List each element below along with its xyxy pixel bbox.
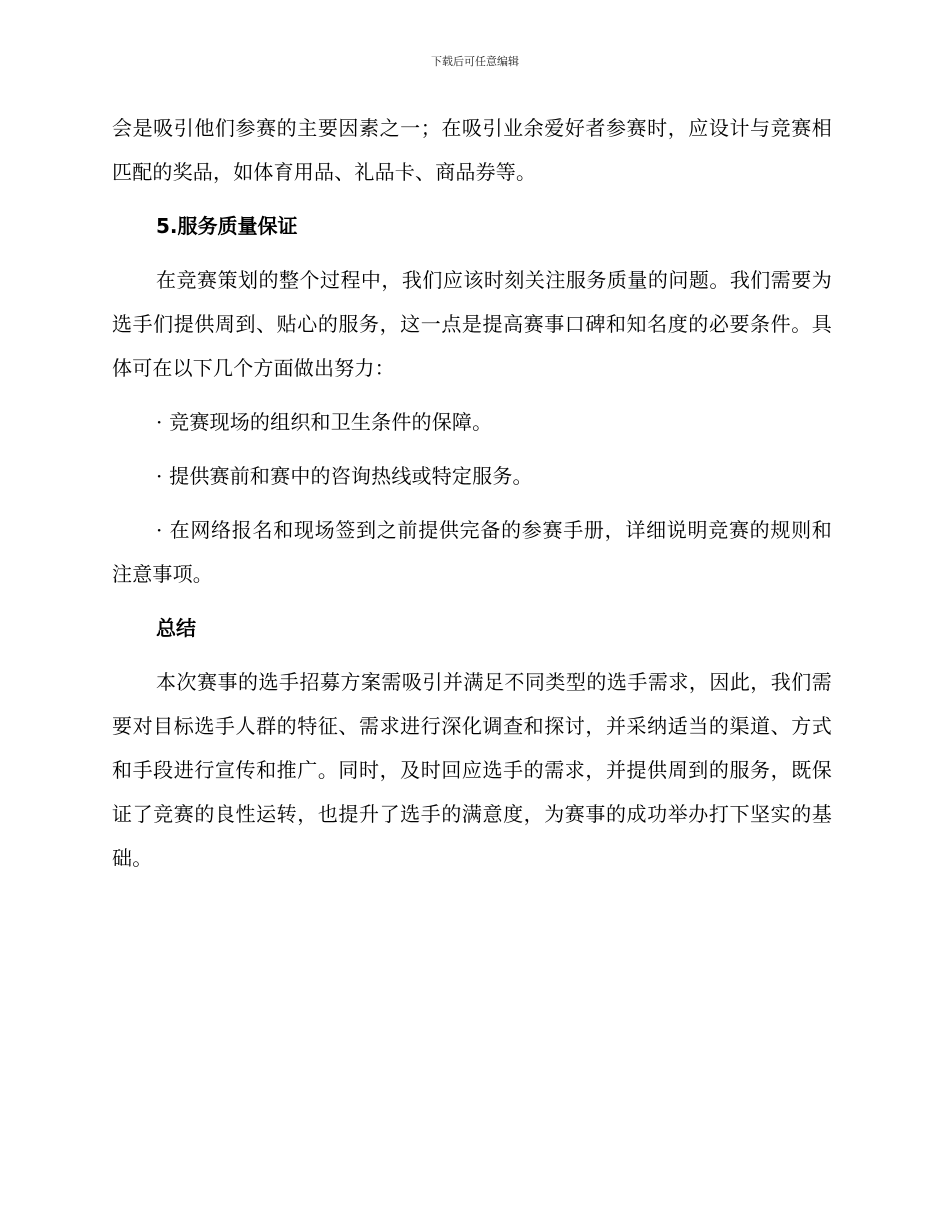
bullet-item: · 在网络报名和现场签到之前提供完备的参赛手册，详细说明竞赛的规则和注意事项。: [112, 518, 832, 586]
section-heading-summary: 总结: [156, 616, 196, 640]
bullet-item: · 提供赛前和赛中的咨询热线或特定服务。: [156, 464, 533, 488]
service-quality-paragraph: 在竞赛策划的整个过程中，我们应该时刻关注服务质量的问题。我们需要为选手们提供周到、贴心的服务，这一点是提高赛事口碑和知名度的必要条件。具体可在以下几个方面做出努力：: [112, 268, 832, 380]
bullet-item: · 竞赛现场的组织和卫生条件的保障。: [156, 410, 493, 434]
intro-paragraph: 会是吸引他们参赛的主要因素之一；在吸引业余爱好者参赛时，应设计与竞赛相匹配的奖品，如体育用品、礼品卡、商品券等。: [112, 116, 832, 184]
document-body: [112, 106, 832, 880]
summary-paragraph: 本次赛事的选手招募方案需吸引并满足不同类型的选手需求，因此，我们需要对目标选手人群的特征、需求进行深化调查和探讨，并采纳适当的渠道、方式和手段进行宣传和推广。同时，及时回应选手的需求，并提供周到的服务，既保证了竞赛的良性运转，也提升了选手的满意度，为赛事的成功举办打下坚实的基础。: [112, 670, 832, 870]
page-header: 下载后可任意编辑: [431, 55, 519, 68]
section-heading-service-quality: 5.服务质量保证: [156, 214, 298, 238]
